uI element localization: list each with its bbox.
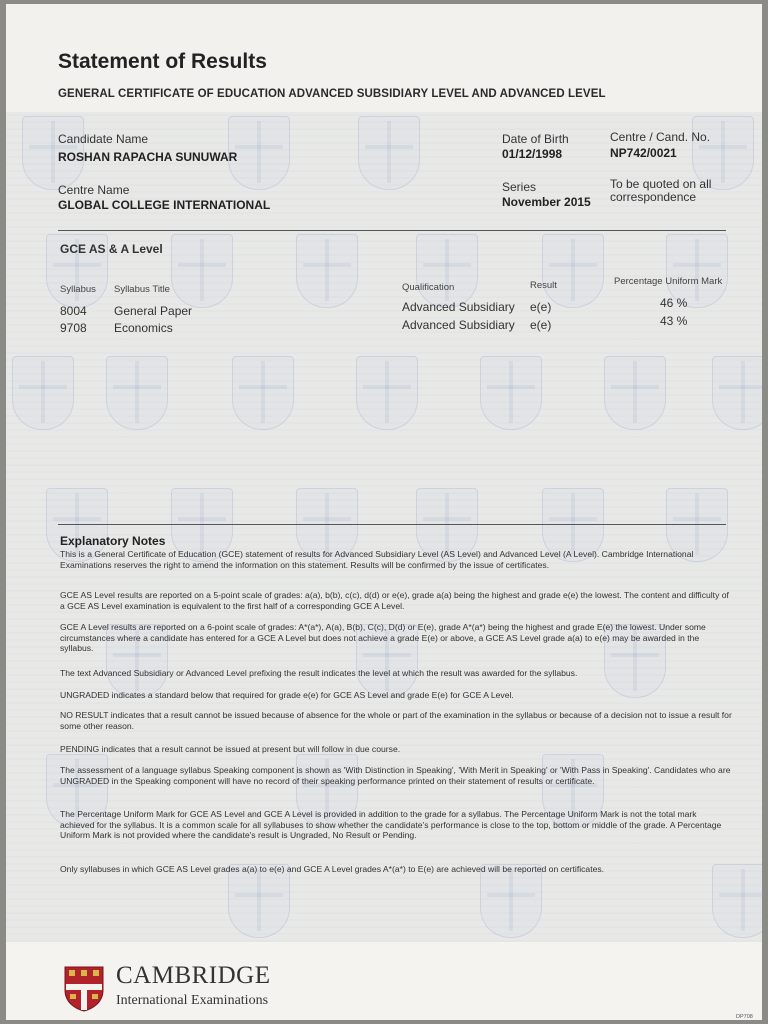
series-label: Series	[502, 180, 537, 194]
divider	[58, 230, 726, 231]
watermark-shield	[171, 234, 233, 308]
col-header-syllabus: Syllabus	[60, 284, 96, 295]
dob-label: Date of Birth	[502, 132, 569, 146]
watermark-shield	[712, 864, 762, 938]
results-section-title: GCE AS & A Level	[60, 242, 163, 256]
note-paragraph: Only syllabuses in which GCE AS Level grades a(a) to e(e) and GCE A Level grades A*(a*) to E(e) are achieved will be reported on certificates.	[60, 864, 605, 874]
centre-name-label: Centre Name	[58, 183, 130, 197]
watermark-shield	[12, 356, 74, 430]
result-qualification: Advanced Subsidiary	[402, 300, 515, 314]
watermark-shield	[296, 234, 358, 308]
note-paragraph: This is a General Certificate of Education (GCE) statement of results for Advanced Subsidiary Level (AS Level) and Advanced Level (A Level). Cambridge International Examinations reserves the right to amend the information on this statement. Results will be confirmed by the issue of certificates.	[60, 549, 694, 570]
watermark-shield	[416, 234, 478, 308]
centre-cand-label: Centre / Cand. No.	[610, 130, 711, 144]
centre-name: GLOBAL COLLEGE INTERNATIONAL	[58, 198, 271, 212]
note-paragraph: PENDING indicates that a result cannot be issued at present but will follow in due course.	[60, 744, 401, 754]
watermark-shield	[604, 356, 666, 430]
page-subtitle: GENERAL CERTIFICATE OF EDUCATION ADVANCED SUBSIDIARY LEVEL AND ADVANCED LEVEL	[58, 88, 606, 100]
note-paragraph: The text Advanced Subsidiary or Advanced Level prefixing the result indicates the level at which the result was awarded for the syllabus.	[60, 668, 578, 678]
note-paragraph: GCE A Level results are reported on a 6-point scale of grades: A*(a*), A(a), B(b), C(c), D(d) or E(e), grade A*(a*) being the highest and grade E(e) the lowest. Under some circumstances where a candidate has entered for a GCE A Level but does not achieve a grade E(e) or above, a GCE AS Level grade a(a) to e(e) may be awarded in the syllabus.	[60, 622, 706, 653]
col-header-pum: Percentage Uniform Mark	[614, 276, 723, 287]
results-statement-page	[6, 4, 762, 1020]
watermark-shield	[106, 356, 168, 430]
result-syllabus: 9708	[60, 321, 87, 335]
result-grade: e(e)	[530, 318, 552, 332]
watermark-shield	[232, 356, 294, 430]
dob-value: 01/12/1998	[502, 147, 563, 161]
result-pum: 46 %	[660, 296, 688, 310]
note-paragraph: NO RESULT indicates that a result cannot be issued because of absence for the whole or part of the examination in the syllabus or because of a decision not to issue a result for some other reason.	[60, 710, 732, 731]
form-code: DP708	[736, 1014, 753, 1020]
result-title: General Paper	[114, 304, 193, 318]
note-paragraph: GCE AS Level results are reported on a 5-point scale of grades: a(a), b(b), c(c), d(d) or e(e), grade a(a) being the highest and grade e(e) the lowest. The content and difficulty of a GCE AS Level examination is equivalent to the first half of a corresponding GCE A Level.	[60, 590, 729, 611]
cambridge-crest-icon	[64, 966, 104, 1012]
result-qualification: Advanced Subsidiary	[402, 318, 515, 332]
note-paragraph: UNGRADED indicates a standard below that required for grade e(e) for GCE AS Level and grade E(e) for GCE A Level.	[60, 690, 514, 700]
col-header-qualification: Qualification	[402, 282, 455, 293]
candidate-name: ROSHAN RAPACHA SUNUWAR	[58, 150, 238, 164]
brand-subtitle: International Examinations	[116, 993, 269, 1008]
watermark-shield	[228, 864, 290, 938]
col-header-result: Result	[530, 280, 557, 291]
watermark-shield	[542, 234, 604, 308]
note-paragraph: The assessment of a language syllabus Speaking component is shown as 'With Distinction in Speaking', 'With Merit in Speaking' or 'With Pass in Speaking'. Candidates who are UNGRADED in the Speaking component will have no record of their speaking performance printed on their statement of results or certificate.	[60, 765, 731, 786]
notes-title: Explanatory Notes	[60, 534, 166, 548]
watermark-shield	[480, 356, 542, 430]
result-grade: e(e)	[530, 300, 552, 314]
page-title: Statement of Results	[58, 50, 267, 73]
candidate-name-label: Candidate Name	[58, 132, 149, 146]
quote-note: To be quoted on all correspondence	[610, 177, 712, 204]
result-syllabus: 8004	[60, 304, 87, 318]
divider	[58, 524, 726, 525]
result-pum: 43 %	[660, 314, 688, 328]
watermark-shield	[480, 864, 542, 938]
result-title: Economics	[114, 321, 173, 335]
watermark-shield	[712, 356, 762, 430]
note-paragraph: The Percentage Uniform Mark for GCE AS Level and GCE A Level is provided in addition to the grade for a syllabus. The Percentage Uniform Mark is not the total mark achieved for the syllabus. It is a common scale for all syllabuses to show whether the candidate's performance is close to the top, bottom or middle of the grade. A Percentage Uniform Mark is not provided where the candidate's result is Ungraded, No Result or Pending.	[60, 809, 722, 840]
col-header-title: Syllabus Title	[114, 284, 170, 295]
brand-name: CAMBRIDGE	[116, 962, 271, 989]
centre-cand-value: NP742/0021	[610, 146, 677, 160]
watermark-shield	[356, 356, 418, 430]
series-value: November 2015	[502, 195, 591, 209]
watermark-shield	[358, 116, 420, 190]
